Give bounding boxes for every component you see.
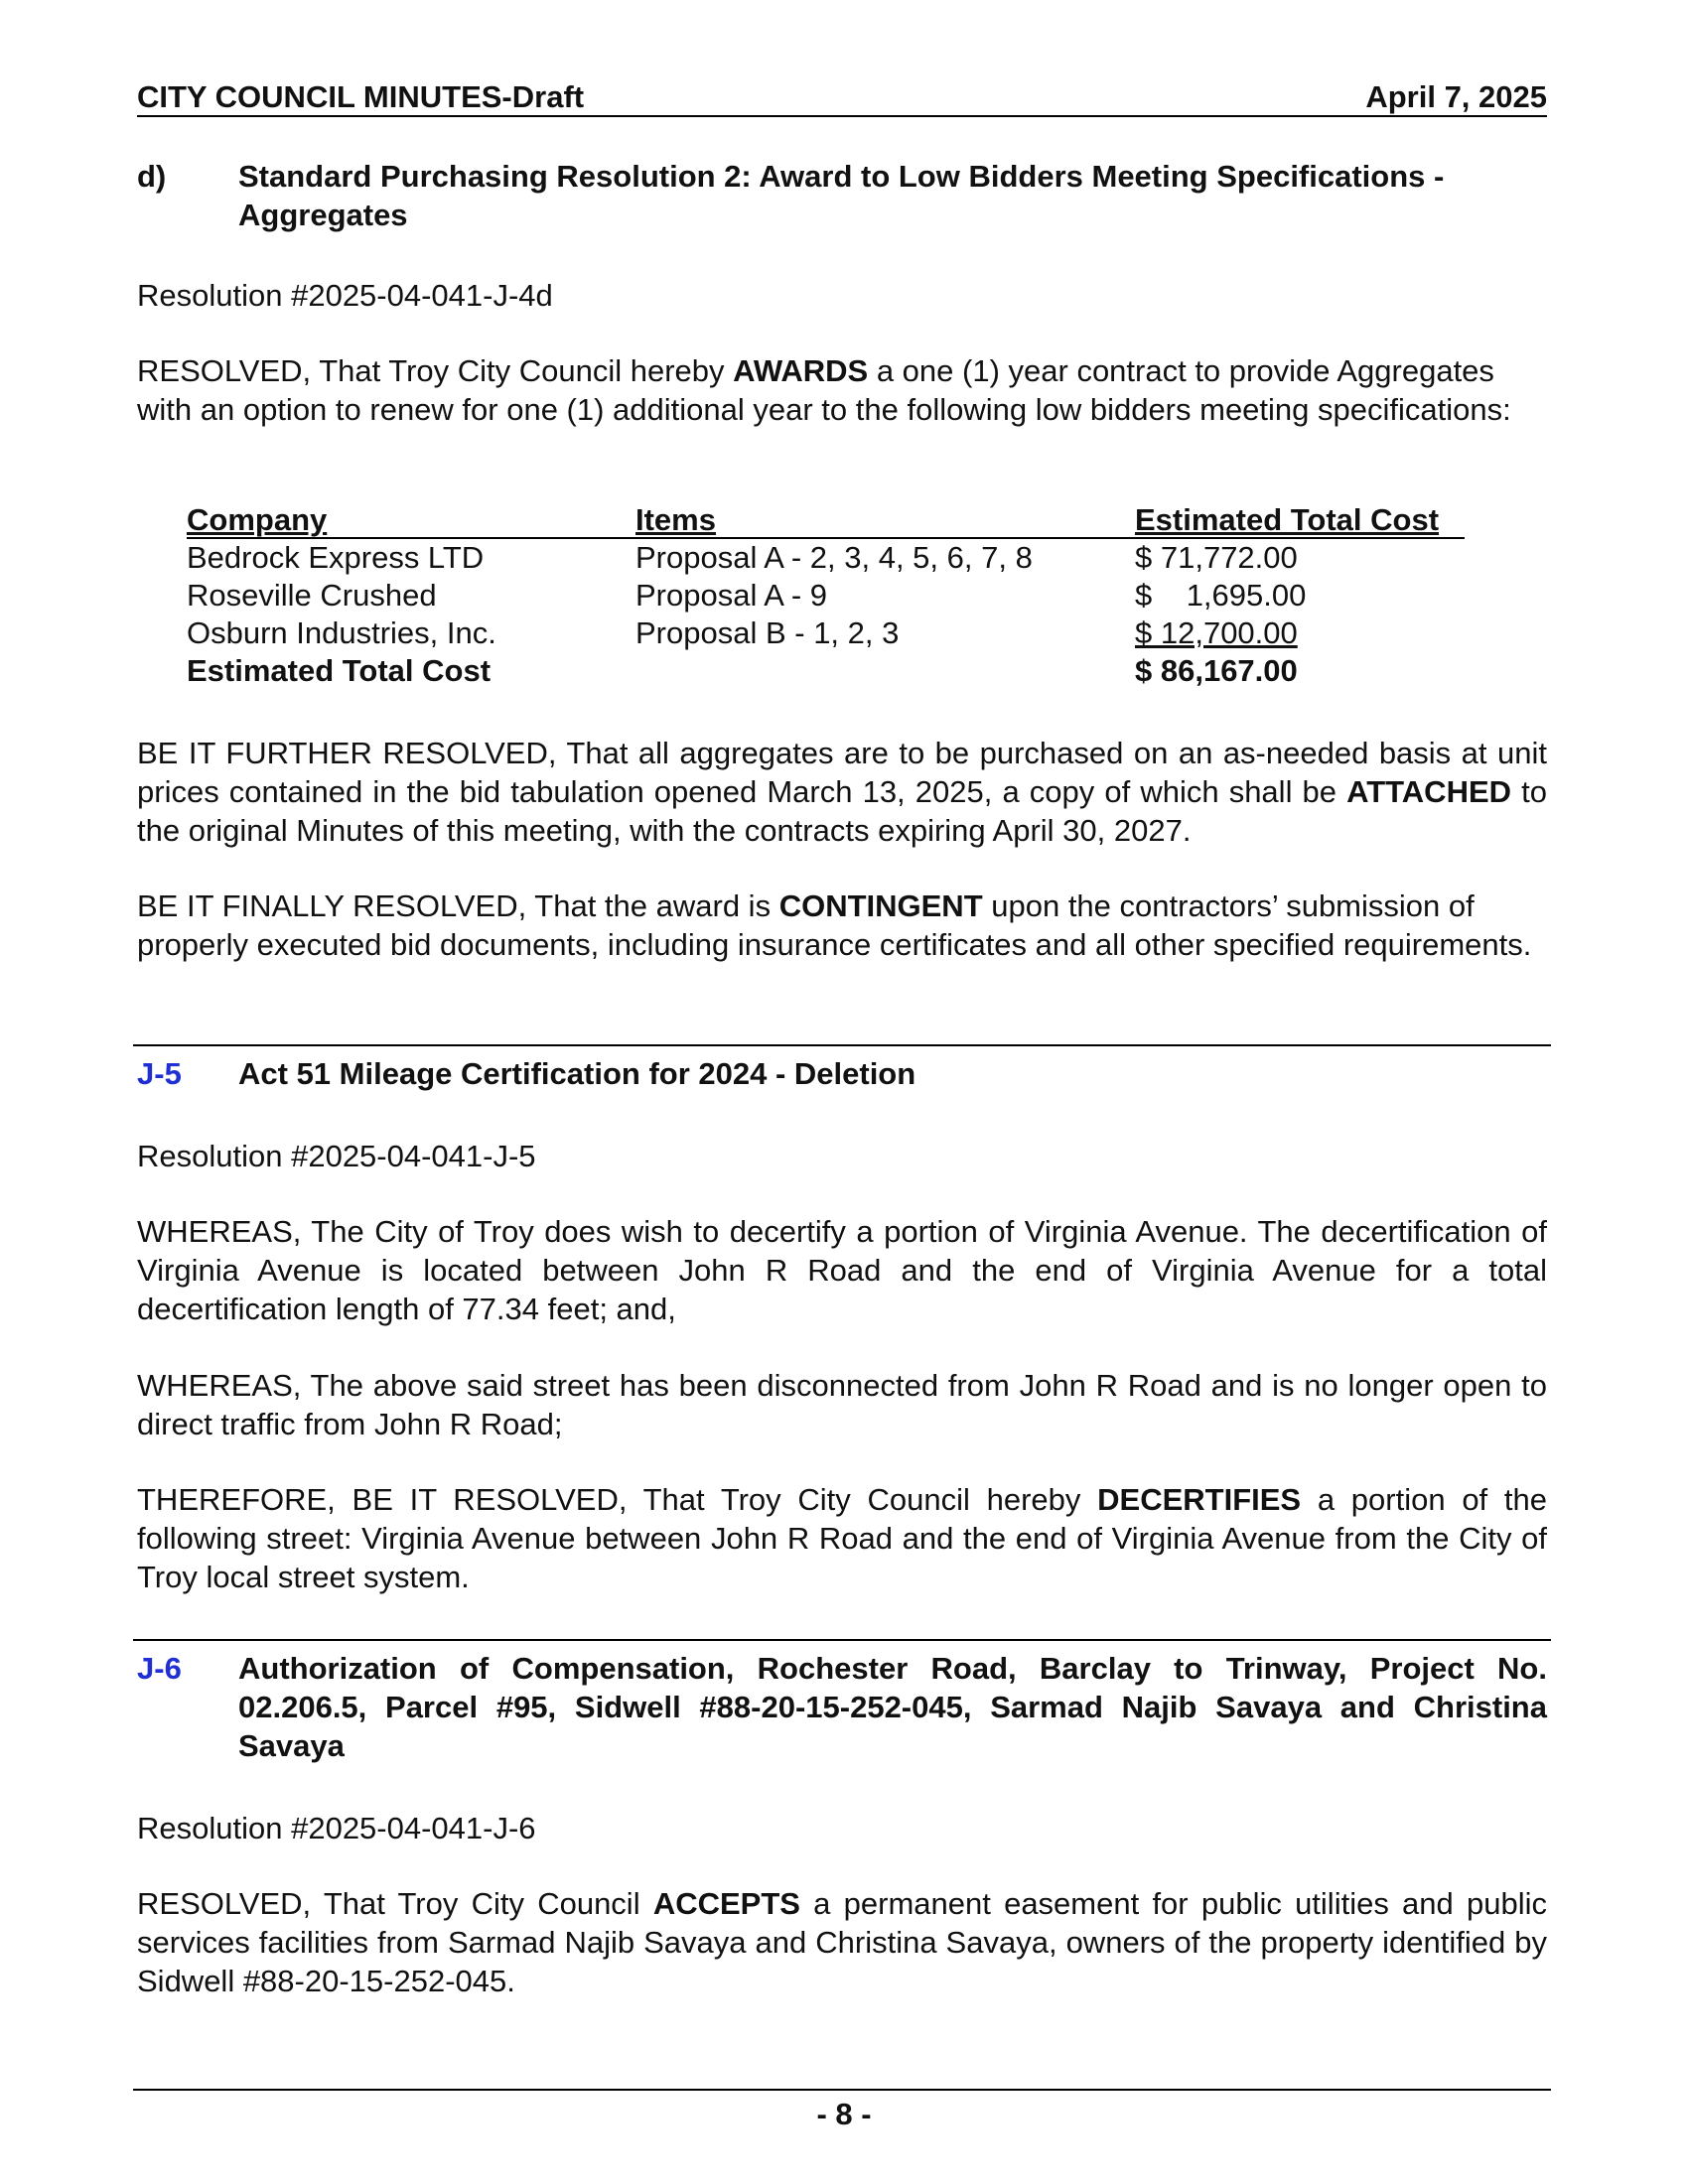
item-j5-resolution-number: Resolution #2025-04-041-J-5 [137, 1139, 536, 1173]
table-row [187, 539, 1463, 577]
company-cell: Bedrock Express LTD [187, 540, 485, 575]
page-number: - 8 - [816, 2097, 872, 2131]
item-d-title: Standard Purchasing Resolution 2: Award to Low Bidders Meeting Specifications - Aggregates [238, 159, 1445, 232]
table-header-row [187, 501, 1463, 539]
total-empty-cell [635, 652, 1135, 690]
item-j6-resolution-number: Resolution #2025-04-041-J-6 [137, 1811, 536, 1845]
cost-cell: $ 12,700.00 [1135, 615, 1298, 650]
company-cell: Roseville Crushed [187, 578, 437, 613]
section-divider [133, 1639, 1551, 1641]
column-header-estimated-total-cost: Estimated Total Cost [1135, 502, 1440, 537]
item-j5-label: J-5 [137, 1056, 182, 1091]
item-d-resolution-number: Resolution #2025-04-041-J-4d [137, 278, 553, 313]
item-j5-whereas-2: WHEREAS, The above said street has been disconnected from John R Road and is no longer open to direct traffic from John R Road; [137, 1368, 1547, 1441]
item-j6-resolved-pre: RESOLVED, That Troy City Council [137, 1886, 653, 1921]
item-d-further-pre: BE IT FURTHER RESOLVED, That all aggregates are to be purchased on an as-needed basis at unit prices contained in the bid tabulation opened March 13, 2025, a copy of which shall be [137, 736, 1547, 809]
company-cell: Osburn Industries, Inc. [187, 615, 496, 650]
cost-cell: $ 1,695.00 [1135, 578, 1307, 613]
total-label: Estimated Total Cost [187, 653, 492, 688]
item-j6-title: Authorization of Compensation, Rochester Road, Barclay to Trinway, Project No. 02.206.5, Parcel #95, Sidwell #88-20-15-252-045, Sarmad Najib Savaya and Christina Savaya [238, 1651, 1547, 1763]
column-header-items: Items [635, 502, 716, 537]
item-d-heading [137, 157, 1547, 234]
items-cell: Proposal A - 9 [635, 578, 828, 613]
item-j6-heading [137, 1649, 1547, 1765]
table-total-row [187, 652, 1463, 690]
footer-rule [133, 2089, 1551, 2091]
item-d-further-paragraph [137, 734, 1547, 850]
header-date: April 7, 2025 [1365, 79, 1547, 114]
item-d-further-bold: ATTACHED [1346, 774, 1512, 809]
item-d-further-post: to the original Minutes of this meeting, with the contracts expiring April 30, 2027. [137, 774, 1547, 848]
item-j5-whereas-1: WHEREAS, The City of Troy does wish to decertify a portion of Virginia Avenue. The decertification of Virginia Avenue is located between John R Road and the end of Virginia Avenue for a total decertification length of 77.34 feet; and, [137, 1214, 1547, 1326]
cost-cell: $ 71,772.00 [1135, 540, 1298, 575]
item-j6-resolved-bold: ACCEPTS [652, 1886, 800, 1921]
header-title: CITY COUNCIL MINUTES-Draft [137, 79, 585, 114]
table-row [187, 614, 1463, 652]
item-d-label: d) [137, 159, 167, 194]
table-header-rule [187, 537, 1465, 539]
item-d-resolved-pre: RESOLVED, That Troy City Council hereby [137, 353, 734, 388]
item-j5-therefore-bold: DECERTIFIES [1097, 1482, 1302, 1517]
item-j6-label: J-6 [137, 1651, 182, 1686]
item-j5-therefore-paragraph [137, 1480, 1547, 1596]
item-d-finally-post: upon the contractors’ submission of properly executed bid documents, including insurance certificates and all other specified requirements. [137, 888, 1532, 962]
page-header [137, 79, 1547, 117]
section-divider [133, 1044, 1551, 1046]
items-cell: Proposal A - 2, 3, 4, 5, 6, 7, 8 [635, 540, 1033, 575]
item-j5-heading [137, 1054, 1547, 1093]
item-d-finally-pre: BE IT FINALLY RESOLVED, That the award is [137, 888, 779, 923]
item-d-resolved-bold: AWARDS [733, 353, 869, 388]
item-j5-therefore-post: a portion of the following street: Virginia Avenue between John R Road and the end of Virginia Avenue from the City of Troy local street system. [137, 1482, 1547, 1594]
item-d-resolved-paragraph [137, 351, 1527, 429]
item-j6-resolved-post: a permanent easement for public utilities and public services facilities from Sarmad Najib Savaya and Christina Savaya, owners of the property identified by Sidwell #88-20-15-252-045. [137, 1886, 1547, 1998]
item-j6-resolved-paragraph [137, 1884, 1547, 2000]
item-d-finally-bold: CONTINGENT [778, 888, 983, 923]
item-j5-therefore-pre: THEREFORE, BE IT RESOLVED, That Troy City Council hereby [137, 1482, 1098, 1517]
items-cell: Proposal B - 1, 2, 3 [635, 615, 900, 650]
bid-award-table [187, 501, 1463, 690]
item-d-resolved-post: a one (1) year contract to provide Aggregates with an option to renew for one (1) additional year to the following low bidders meeting specifications: [137, 353, 1511, 427]
table-row [187, 577, 1463, 614]
item-d-finally-paragraph [137, 887, 1532, 964]
column-header-company: Company [187, 502, 328, 537]
item-j5-title: Act 51 Mileage Certification for 2024 - Deletion [238, 1056, 916, 1091]
total-value: $ 86,167.00 [1135, 653, 1298, 688]
